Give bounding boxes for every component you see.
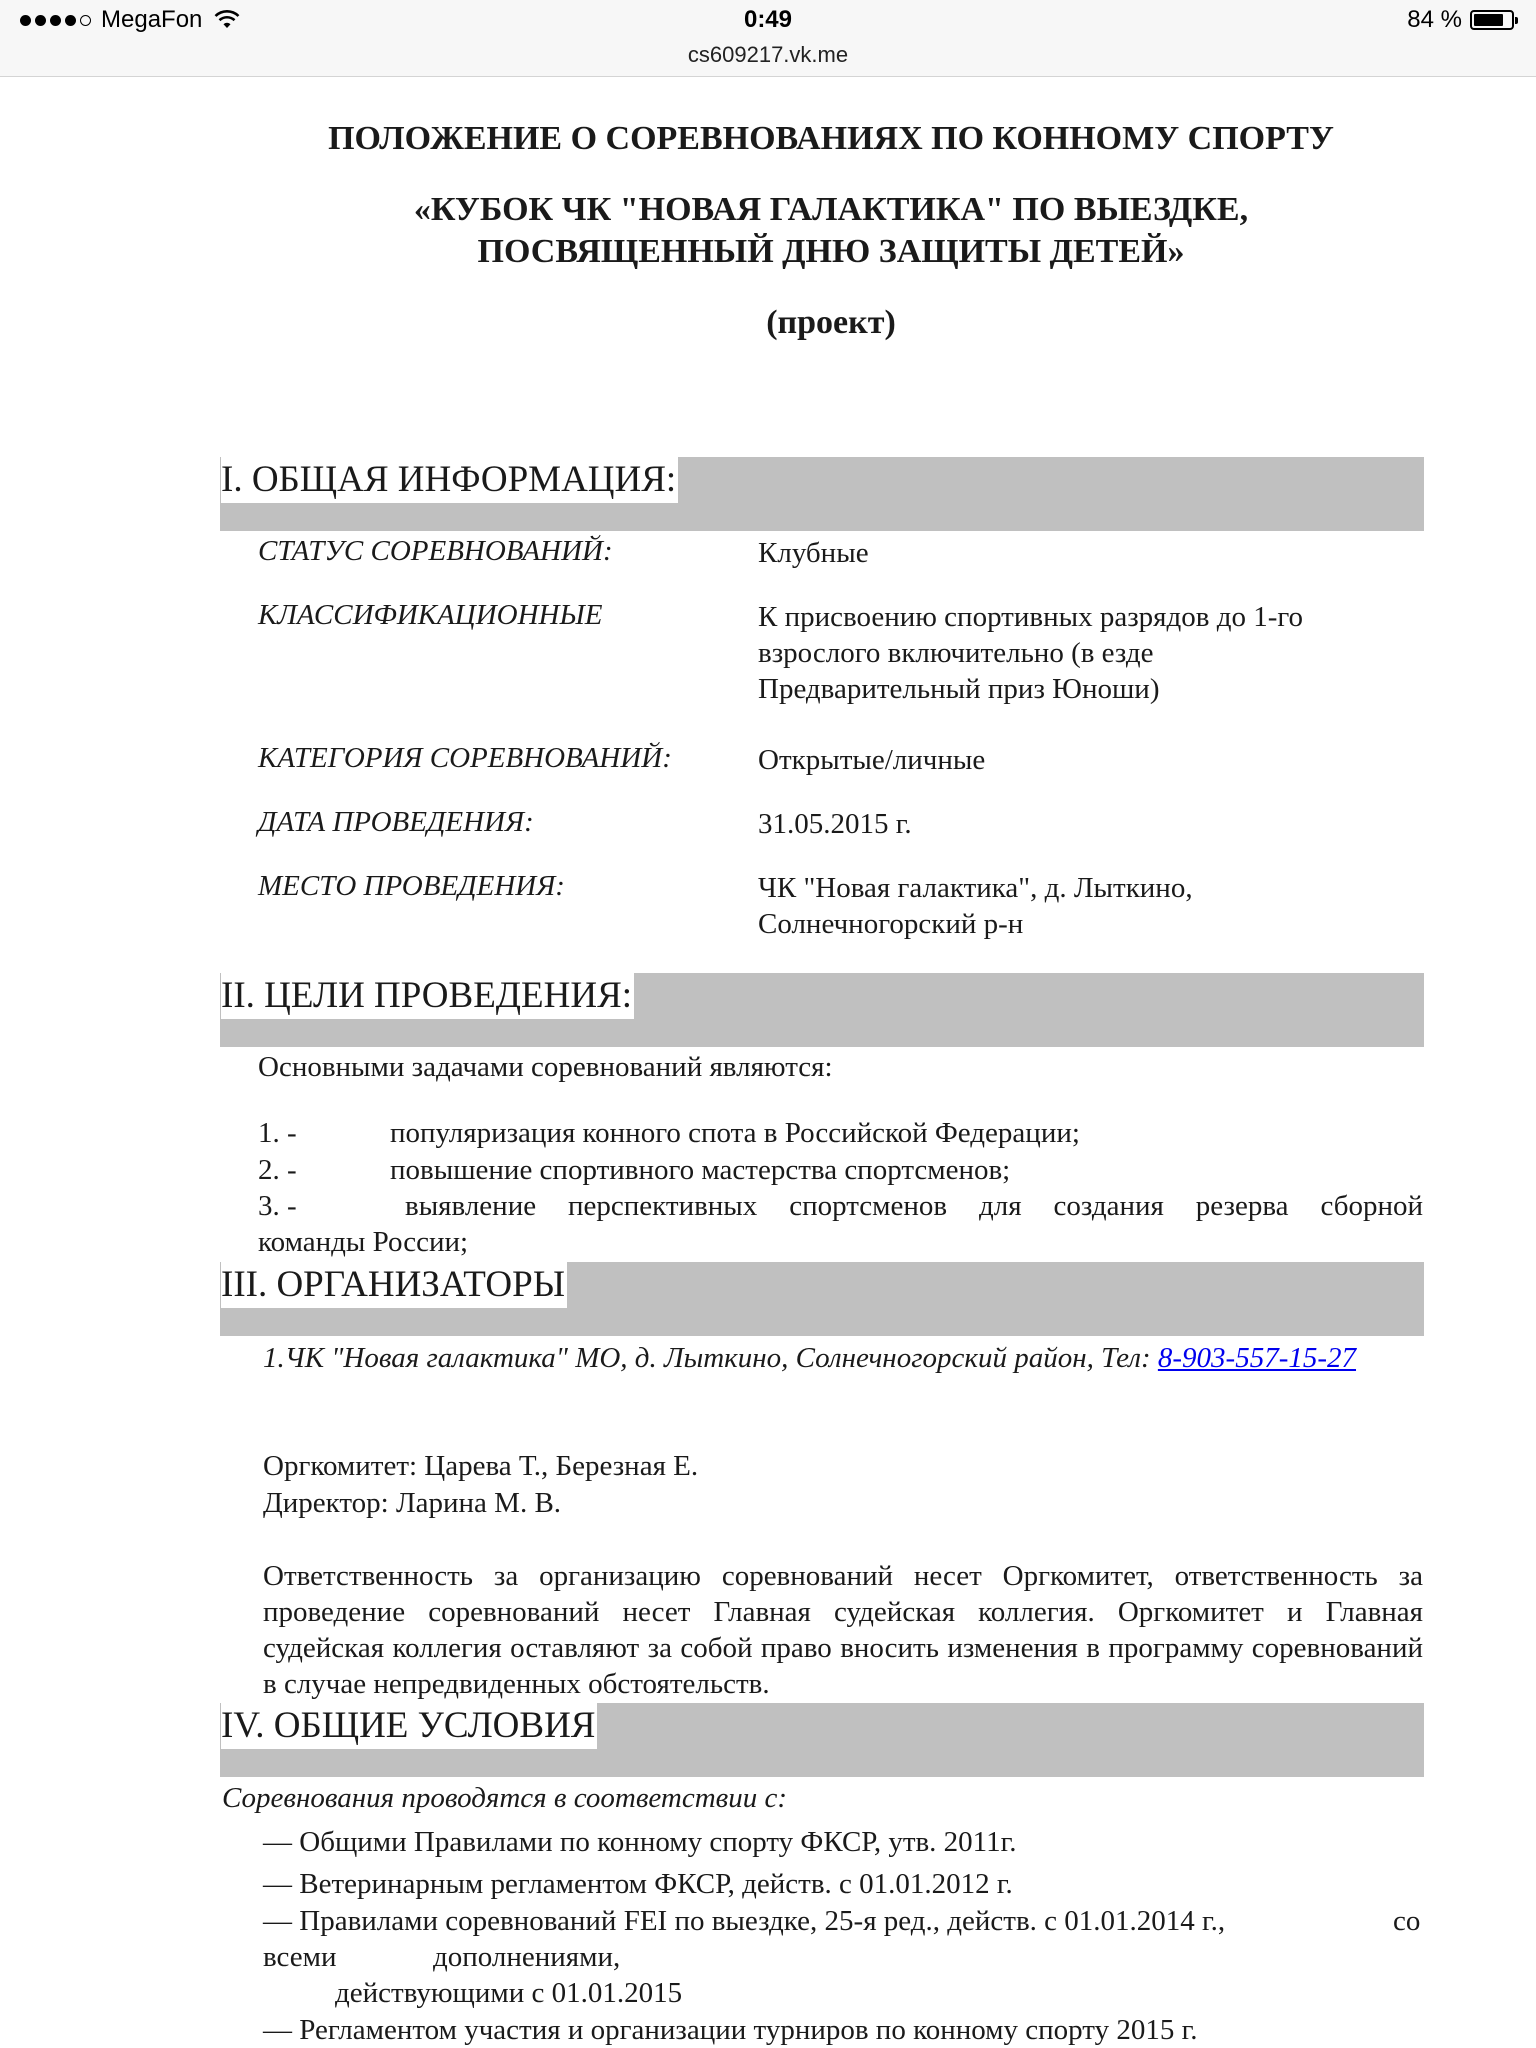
document-title-line2: «КУБОК ЧК "НОВАЯ ГАЛАКТИКА" ПО ВЫЕЗДКЕ,	[413, 191, 1249, 228]
section-heading: II. ЦЕЛИ ПРОВЕДЕНИЯ:	[221, 973, 634, 1019]
rule-item: — Регламентом участия и организации турниров по конному спорту 2015 г.	[263, 2014, 1198, 2046]
info-value: К присвоению спортивных разрядов до 1-го взрослого включительно (в езде Предварительный приз Юноши)	[758, 601, 1304, 705]
info-label: КАТЕГОРИЯ СОРЕВНОВАНИЙ:	[258, 742, 672, 774]
rule-item: — Общими Правилами по конному спорту ФКСР, утв. 2011г.	[263, 1826, 1017, 1858]
document-title-line3: ПОСВЯЩЕННЫЙ ДНЮ ЗАЩИТЫ ДЕТЕЙ»	[477, 233, 1185, 270]
organizer-phone-link[interactable]: 8-903-557-15-27	[1157, 1342, 1357, 1374]
goal-number: 1. -	[258, 1117, 297, 1149]
organizer-line	[263, 1340, 1423, 1377]
rule-item-word: всеми	[263, 1941, 337, 1973]
rule-item-word: дополнениями,	[433, 1941, 621, 1973]
info-value: ЧК "Новая галактика", д. Лыткино, Солнечногорский р-н	[758, 872, 1193, 940]
goal-text-line1: выявление перспективных спортсменов для создания резерва сборной	[405, 1190, 1423, 1222]
info-label: КЛАССИФИКАЦИОННЫЕ	[258, 599, 603, 631]
rule-item-word: со	[1393, 1905, 1421, 1937]
battery-icon	[1470, 10, 1514, 30]
responsibility-paragraph: Ответственность за организацию соревнований несет Оргкомитет, ответственность за проведение соревнований несет Главная судейская коллегия. Оргкомитет и Главная судейская коллегия оставляют за собой право вносить изменения в программу соревнований в случае непредвиденных обстоятельств.	[263, 1560, 1423, 1700]
rule-item: — Ветеринарным регламентом ФКСР, действ. с 01.01.2012 г.	[263, 1868, 1013, 1900]
info-value: Открытые/личные	[758, 744, 986, 776]
info-label: СТАТУС СОРЕВНОВАНИЙ:	[258, 535, 613, 567]
section-heading: IV. ОБЩИЕ УСЛОВИЯ	[221, 1703, 597, 1749]
carrier-name: MegaFon	[101, 6, 203, 33]
info-value: 31.05.2015 г.	[758, 808, 912, 840]
goals-intro: Основными задачами соревнований являются:	[258, 1051, 833, 1083]
battery-indicator	[1407, 6, 1514, 34]
goal-text: повышение спортивного мастерства спортсменов;	[390, 1154, 1011, 1186]
director: Директор: Ларина М. В.	[263, 1487, 562, 1519]
goal-text: популяризация конного спота в Российской Федерации;	[390, 1117, 1080, 1149]
clock: 0:49	[743, 6, 793, 33]
conditions-intro: Соревнования проводятся в соответствии с:	[222, 1782, 788, 1814]
section-heading: I. ОБЩАЯ ИНФОРМАЦИЯ:	[221, 457, 678, 503]
document-subtitle: (проект)	[766, 304, 896, 341]
goal-number: 3. -	[258, 1190, 297, 1222]
rule-item-continuation: действующими с 01.01.2015	[335, 1977, 683, 2009]
section-heading-band	[220, 1703, 1424, 1777]
document-title: ПОЛОЖЕНИЕ О СОРЕВНОВАНИЯХ ПО КОННОМУ СПОРТУ	[328, 120, 1334, 157]
rule-item: — Правилами соревнований FEI по выездке, 25-я ред., действ. с 01.01.2014 г.,	[263, 1905, 1226, 1937]
section-heading-band	[220, 457, 1424, 531]
goal-text-line2: команды России;	[258, 1226, 469, 1258]
info-label: ДАТА ПРОВЕДЕНИЯ:	[258, 806, 534, 838]
section-heading: III. ОРГАНИЗАТОРЫ	[221, 1262, 567, 1308]
battery-percent: 84 %	[1407, 6, 1462, 33]
info-label: МЕСТО ПРОВЕДЕНИЯ:	[258, 870, 565, 902]
org-committee: Оргкомитет: Царева Т., Березная Е.	[263, 1450, 699, 1482]
status-bar	[0, 0, 1536, 77]
organizer-text: 1.ЧК "Новая галактика" МО, д. Лыткино, Солнечногорский район, Тел:	[263, 1342, 1158, 1374]
section-heading-band	[220, 973, 1424, 1047]
address-bar-url[interactable]: cs609217.vk.me	[687, 42, 849, 67]
section-heading-band	[220, 1262, 1424, 1336]
goal-number: 2. -	[258, 1154, 297, 1186]
info-value: Клубные	[758, 537, 869, 569]
